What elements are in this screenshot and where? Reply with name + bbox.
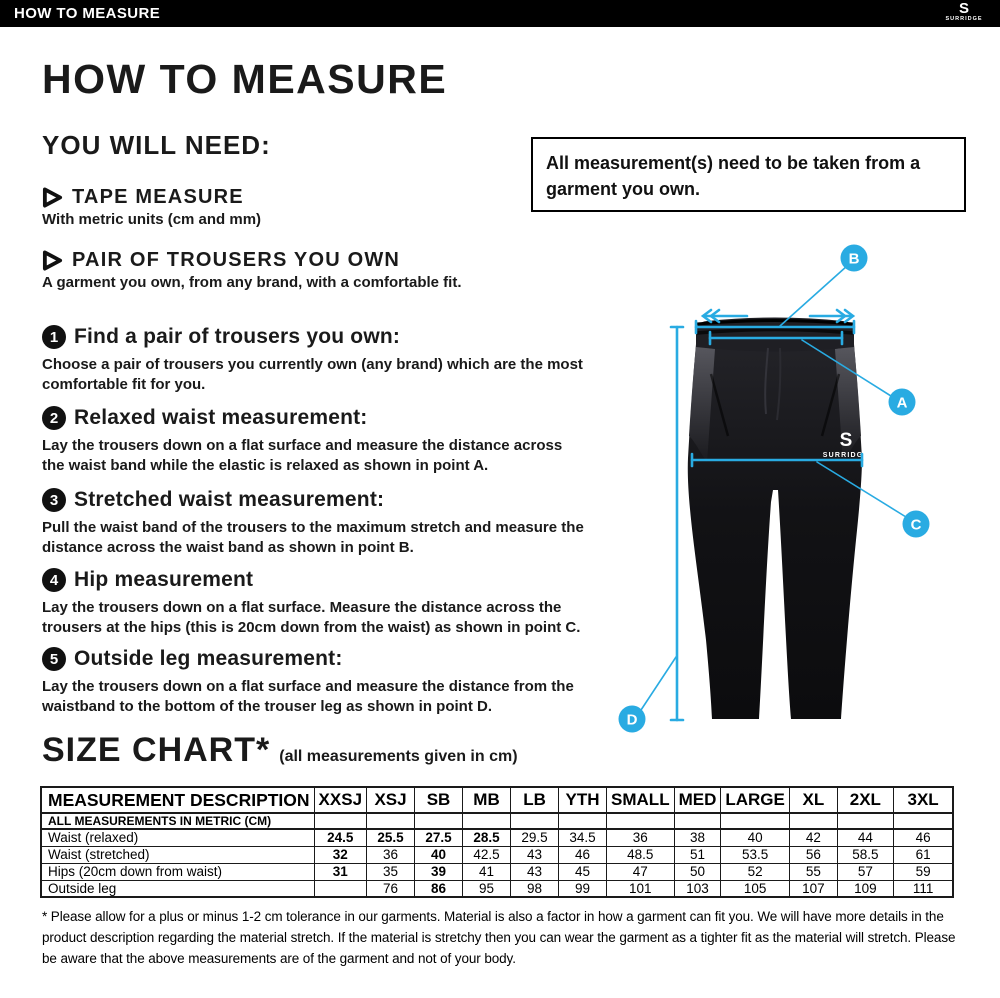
top-bar xyxy=(0,0,1000,27)
table-cell: 27.5 xyxy=(415,829,463,846)
table-cell: 35 xyxy=(367,863,415,880)
table-cell: 43 xyxy=(511,863,559,880)
table-cell: 109 xyxy=(837,880,893,897)
table-cell: 31 xyxy=(314,863,366,880)
row-label: Waist (relaxed) xyxy=(41,829,314,846)
step-3 xyxy=(42,488,602,558)
empty-cell xyxy=(463,813,511,829)
need-item-desc: A garment you own, from any brand, with a comfortable fit. xyxy=(42,274,462,291)
surridge-s-icon: S xyxy=(958,0,969,17)
table-cell: 103 xyxy=(674,880,721,897)
table-cell: 56 xyxy=(789,846,837,863)
step-title: Outside leg measurement: xyxy=(74,647,343,670)
table-cell: 41 xyxy=(463,863,511,880)
step-number-badge: 5 xyxy=(42,647,66,671)
column-header: MED xyxy=(674,787,721,813)
table-cell: 38 xyxy=(674,829,721,846)
table-row xyxy=(41,880,953,897)
empty-cell xyxy=(674,813,721,829)
table-cell: 53.5 xyxy=(721,846,790,863)
step-description: Lay the trousers down on a flat surface and measure the distance across the waist band while the elastic is relaxed as shown in point A. xyxy=(42,437,563,474)
table-cell: 48.5 xyxy=(607,846,675,863)
arrow-right-icon xyxy=(42,187,63,208)
table-cell: 25.5 xyxy=(367,829,415,846)
table-cell: 95 xyxy=(463,880,511,897)
need-item-desc: With metric units (cm and mm) xyxy=(42,211,262,228)
table-cell: 45 xyxy=(559,863,607,880)
step-title: Hip measurement xyxy=(74,568,254,591)
size-chart-heading xyxy=(42,731,518,770)
step-title: Relaxed waist measurement: xyxy=(74,406,368,429)
table-cell: 24.5 xyxy=(314,829,366,846)
table-row xyxy=(41,829,953,846)
table-cell: 57 xyxy=(837,863,893,880)
empty-cell xyxy=(721,813,790,829)
table-cell: 50 xyxy=(674,863,721,880)
table-cell: 76 xyxy=(367,880,415,897)
table-cell: 111 xyxy=(893,880,953,897)
column-header: MEASUREMENT DESCRIPTION xyxy=(41,787,314,813)
table-cell: 101 xyxy=(607,880,675,897)
column-header: SB xyxy=(415,787,463,813)
table-cell: 98 xyxy=(511,880,559,897)
table-cell: 47 xyxy=(607,863,675,880)
empty-cell xyxy=(893,813,953,829)
empty-cell xyxy=(607,813,675,829)
table-cell: 43 xyxy=(511,846,559,863)
table-cell: 36 xyxy=(367,846,415,863)
size-chart-title: SIZE CHART* xyxy=(42,731,271,769)
step-description: Lay the trousers down on a flat surface and measure the distance from the waistband to the bottom of the trouser leg as shown in point D. xyxy=(42,678,574,715)
table-cell xyxy=(314,880,366,897)
table-cell: 39 xyxy=(415,863,463,880)
column-header: MB xyxy=(463,787,511,813)
table-cell: 40 xyxy=(415,846,463,863)
empty-cell xyxy=(367,813,415,829)
surridge-logo xyxy=(941,1,987,23)
column-header: XSJ xyxy=(367,787,415,813)
step-number-badge: 3 xyxy=(42,488,66,512)
column-header: SMALL xyxy=(607,787,675,813)
trousers-measurement-diagram xyxy=(610,240,990,760)
garment-surridge-wordmark: SURRIDGE xyxy=(822,452,870,459)
garment-surridge-s-icon: S xyxy=(839,430,853,451)
topbar-title: HOW TO MEASURE xyxy=(14,5,161,22)
subheader-label: ALL MEASUREMENTS IN METRIC (CM) xyxy=(41,813,314,829)
step-4 xyxy=(42,568,602,638)
table-cell: 55 xyxy=(789,863,837,880)
column-header: XXSJ xyxy=(314,787,366,813)
need-item-tape-measure xyxy=(42,186,261,228)
step-description: Choose a pair of trousers you currently own (any brand) which are the most comfortable fit for you. xyxy=(42,356,583,393)
column-header: LB xyxy=(511,787,559,813)
table-cell: 51 xyxy=(674,846,721,863)
step-2 xyxy=(42,406,602,476)
row-label: Outside leg xyxy=(41,880,314,897)
table-cell: 29.5 xyxy=(511,829,559,846)
surridge-wordmark: SURRIDGE xyxy=(945,16,983,22)
table-cell: 32 xyxy=(314,846,366,863)
step-number-badge: 2 xyxy=(42,406,66,430)
step-number-badge: 1 xyxy=(42,325,66,349)
need-item-trousers xyxy=(42,249,461,291)
column-header: XL xyxy=(789,787,837,813)
need-item-title: PAIR OF TROUSERS YOU OWN xyxy=(72,249,401,271)
table-cell: 42 xyxy=(789,829,837,846)
column-header: 2XL xyxy=(837,787,893,813)
point-label-d: D xyxy=(626,711,638,729)
point-label-a: A xyxy=(896,394,908,412)
table-cell: 42.5 xyxy=(463,846,511,863)
table-cell: 40 xyxy=(721,829,790,846)
table-cell: 36 xyxy=(607,829,675,846)
table-cell: 99 xyxy=(559,880,607,897)
size-chart-table xyxy=(40,786,954,898)
empty-cell xyxy=(837,813,893,829)
table-cell: 46 xyxy=(559,846,607,863)
empty-cell xyxy=(415,813,463,829)
table-row xyxy=(41,863,953,880)
table-cell: 44 xyxy=(837,829,893,846)
table-cell: 52 xyxy=(721,863,790,880)
empty-cell xyxy=(511,813,559,829)
point-label-c: C xyxy=(910,516,922,534)
page-title: HOW TO MEASURE xyxy=(42,56,448,102)
footnote: * Please allow for a plus or minus 1-2 cm tolerance in our garments. Material is also a factor in how a garment can fit you. We will have more details in the product description regarding the material stretch. If the material is stretchy then you can wear the garment as a tighter fit as the material will stretch. Please be aware that the above measurements are of the garment and not of your body. xyxy=(42,909,956,966)
need-item-title: TAPE MEASURE xyxy=(72,186,244,208)
empty-cell xyxy=(314,813,366,829)
step-title: Stretched waist measurement: xyxy=(74,488,385,511)
column-header: 3XL xyxy=(893,787,953,813)
table-cell: 105 xyxy=(721,880,790,897)
table-cell: 59 xyxy=(893,863,953,880)
table-cell: 61 xyxy=(893,846,953,863)
step-title: Find a pair of trousers you own: xyxy=(74,325,401,348)
size-chart-subtitle: (all measurements given in cm) xyxy=(279,748,518,765)
empty-cell xyxy=(789,813,837,829)
table-cell: 28.5 xyxy=(463,829,511,846)
table-row xyxy=(41,846,953,863)
table-cell: 46 xyxy=(893,829,953,846)
table-cell: 86 xyxy=(415,880,463,897)
table-cell: 107 xyxy=(789,880,837,897)
trousers-illustration xyxy=(688,318,870,720)
step-description: Lay the trousers down on a flat surface. Measure the distance across the trousers at the hips (this is 20cm down from the waist) as shown in point C. xyxy=(42,599,581,636)
row-label: Hips (20cm down from waist) xyxy=(41,863,314,880)
step-5 xyxy=(42,647,602,717)
step-number-badge: 4 xyxy=(42,568,66,592)
notice-box: All measurement(s) need to be taken from a garment you own. xyxy=(531,137,966,212)
column-header: LARGE xyxy=(721,787,790,813)
row-label: Waist (stretched) xyxy=(41,846,314,863)
column-header: YTH xyxy=(559,787,607,813)
table-cell: 34.5 xyxy=(559,829,607,846)
table-cell: 58.5 xyxy=(837,846,893,863)
you-will-need-heading: YOU WILL NEED: xyxy=(42,130,271,160)
leader-line-d xyxy=(641,657,676,710)
empty-cell xyxy=(559,813,607,829)
arrow-right-icon xyxy=(42,250,63,271)
point-label-b: B xyxy=(848,250,860,268)
step-description: Pull the waist band of the trousers to the maximum stretch and measure the distance across the waist band as shown in point B. xyxy=(42,519,584,556)
step-1 xyxy=(42,325,602,395)
